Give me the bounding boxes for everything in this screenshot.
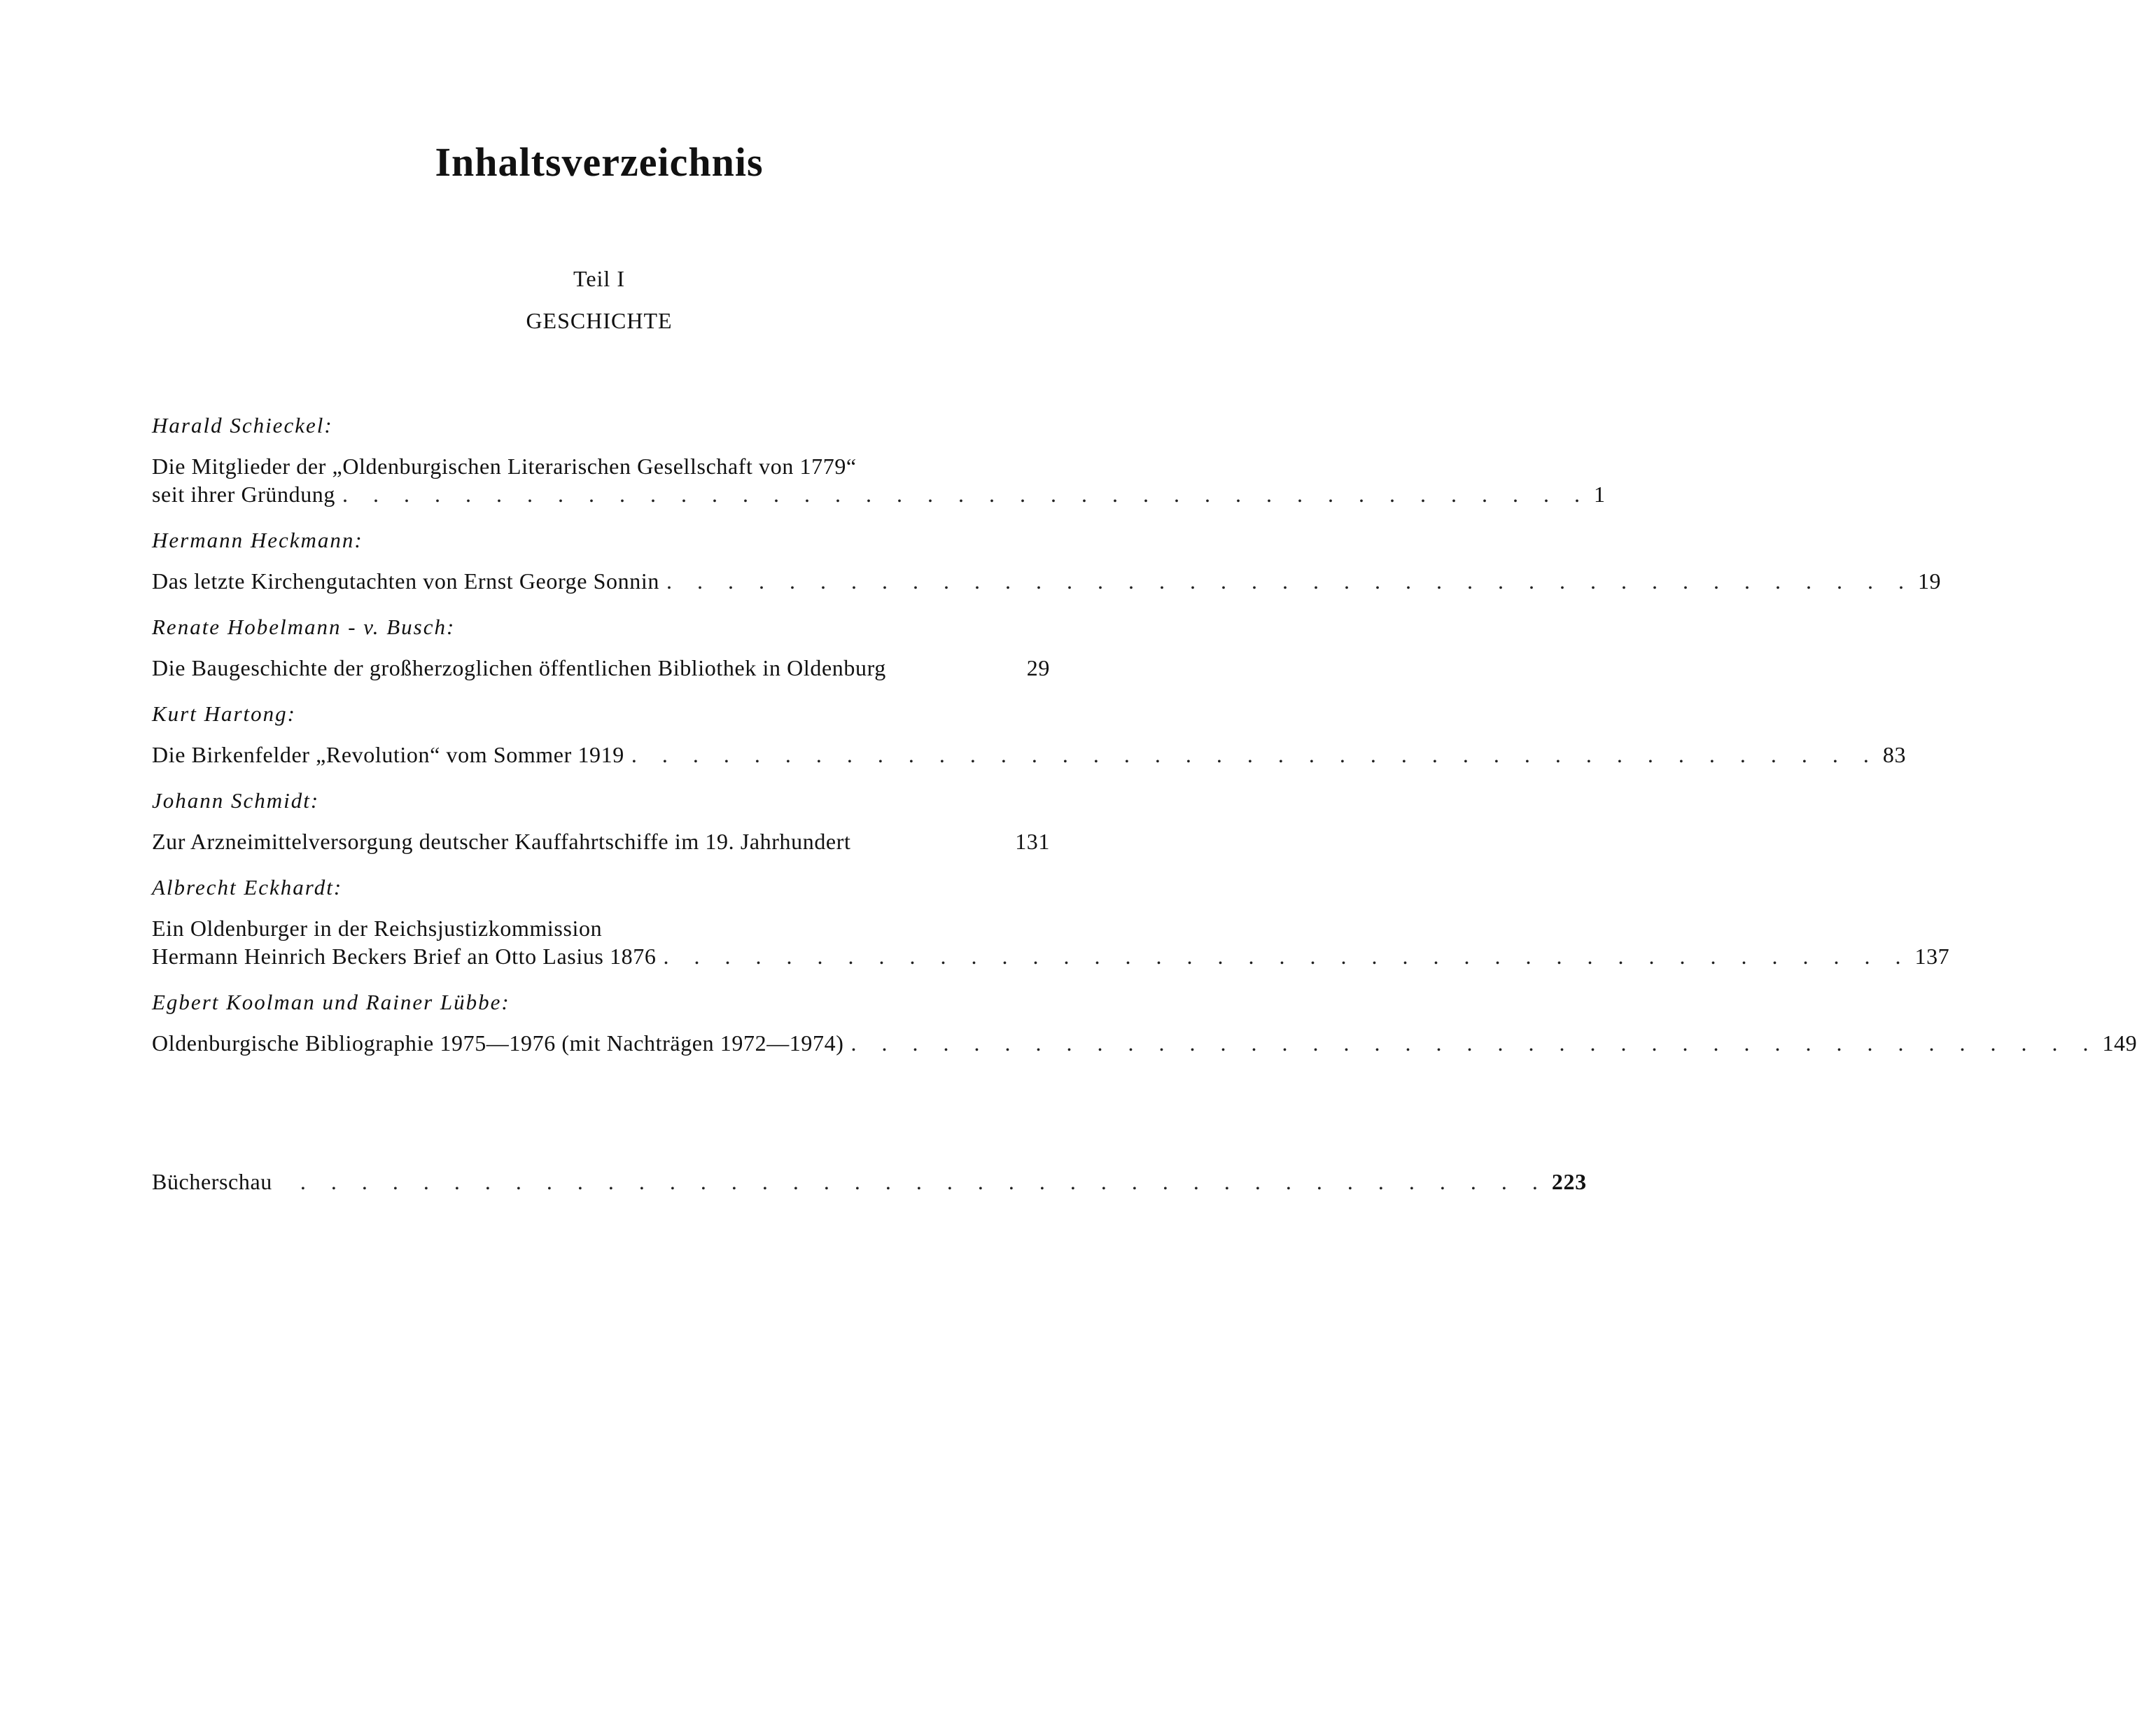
entry-title-line xyxy=(152,741,1907,769)
entry-title-line xyxy=(152,567,1942,595)
entry-author: Egbert Koolman und Rainer Lübbe: xyxy=(152,990,510,1014)
page-title: Inhaltsverzeichnis xyxy=(435,139,764,185)
page-number: 19 xyxy=(1917,568,1942,594)
entry-title-line xyxy=(152,914,1050,942)
book-review-label: Bücherschau xyxy=(152,1169,272,1194)
entry-title-line xyxy=(152,452,1050,480)
entry-title: Hermann Heinrich Beckers Brief an Otto Lasius 1876 xyxy=(152,944,657,969)
toc-entry xyxy=(152,787,1050,855)
page-number: 137 xyxy=(1914,944,1950,969)
section-heading: GESCHICHTE xyxy=(526,308,673,333)
dot-leader: . . . . . . . . . . . . . . . . . . . . . . . . . . . . . . . . . . . . . . . . . xyxy=(663,944,1911,969)
closing-entry xyxy=(152,1168,1587,1196)
page-number: 131 xyxy=(1015,829,1050,854)
entry-title: Ein Oldenburger in der Reichsjustizkommission xyxy=(152,916,603,941)
dot-leader: . . . . . . . . . . . . . . . . . . . . . . . . . . . . . . . . . . . . . . . . . xyxy=(666,568,1914,594)
entry-title-line xyxy=(152,1168,1587,1196)
toc-entry xyxy=(152,874,1950,970)
page-number: 223 xyxy=(1551,1169,1587,1194)
entry-author: Renate Hobelmann - v. Busch: xyxy=(152,615,456,639)
entry-title-line xyxy=(152,942,1950,970)
entry-title: Das letzte Kirchengutachten von Ernst George Sonnin xyxy=(152,568,659,594)
entry-title: Zur Arzneimittelversorgung deutscher Kauffahrtschiffe im 19. Jahrhundert xyxy=(152,829,851,854)
entry-title: Die Birkenfelder „Revolution“ vom Sommer 1919 xyxy=(152,742,624,767)
page-number: 29 xyxy=(1026,655,1050,680)
entry-title-line xyxy=(152,1029,2137,1057)
entry-title-line xyxy=(152,654,1050,682)
page-number: 1 xyxy=(1594,482,1606,507)
entry-title: seit ihrer Gründung xyxy=(152,482,336,507)
entry-author: Johann Schmidt: xyxy=(152,788,320,813)
dot-leader: . . . . . . . . . . . . . . . . . . . . . . . . . . . . . . . . . . . . . . . . . xyxy=(850,1030,2099,1056)
toc-entry xyxy=(152,526,1942,595)
entry-title: Oldenburgische Bibliographie 1975—1976 (mit Nachträgen 1972—1974) xyxy=(152,1030,844,1056)
entry-title-line xyxy=(152,480,1606,508)
entry-author: Kurt Hartong: xyxy=(152,701,296,726)
entry-author: Harald Schieckel: xyxy=(152,413,333,438)
toc-entry xyxy=(152,700,1907,769)
page-number: 149 xyxy=(2102,1030,2137,1056)
toc-entry xyxy=(152,613,1050,682)
dot-leader: . . . . . . . . . . . . . . . . . . . . . . . . . . . . . . . . . . . . . . . . . xyxy=(631,742,1879,767)
entry-title: Die Baugeschichte der großherzoglichen öffentlichen Bibliothek in Oldenburg xyxy=(152,655,886,680)
toc-entry xyxy=(152,412,1606,508)
page-number: 83 xyxy=(1882,742,1907,767)
entry-author: Albrecht Eckhardt: xyxy=(152,875,343,899)
entry-author: Hermann Heckmann: xyxy=(152,528,363,552)
entry-title-line xyxy=(152,827,1050,855)
dot-leader: . . . . . . . . . . . . . . . . . . . . . . . . . . . . . . . . . . . . . . . . . xyxy=(342,482,1590,507)
toc-list xyxy=(152,412,2137,1075)
dot-leader: . . . . . . . . . . . . . . . . . . . . . . . . . . . . . . . . . . . . . . . . . xyxy=(300,1169,1548,1194)
part-heading: Teil I xyxy=(573,266,625,291)
toc-entry xyxy=(152,988,2137,1057)
entry-title: Die Mitglieder der „Oldenburgischen Literarischen Gesellschaft von 1779“ xyxy=(152,454,857,479)
